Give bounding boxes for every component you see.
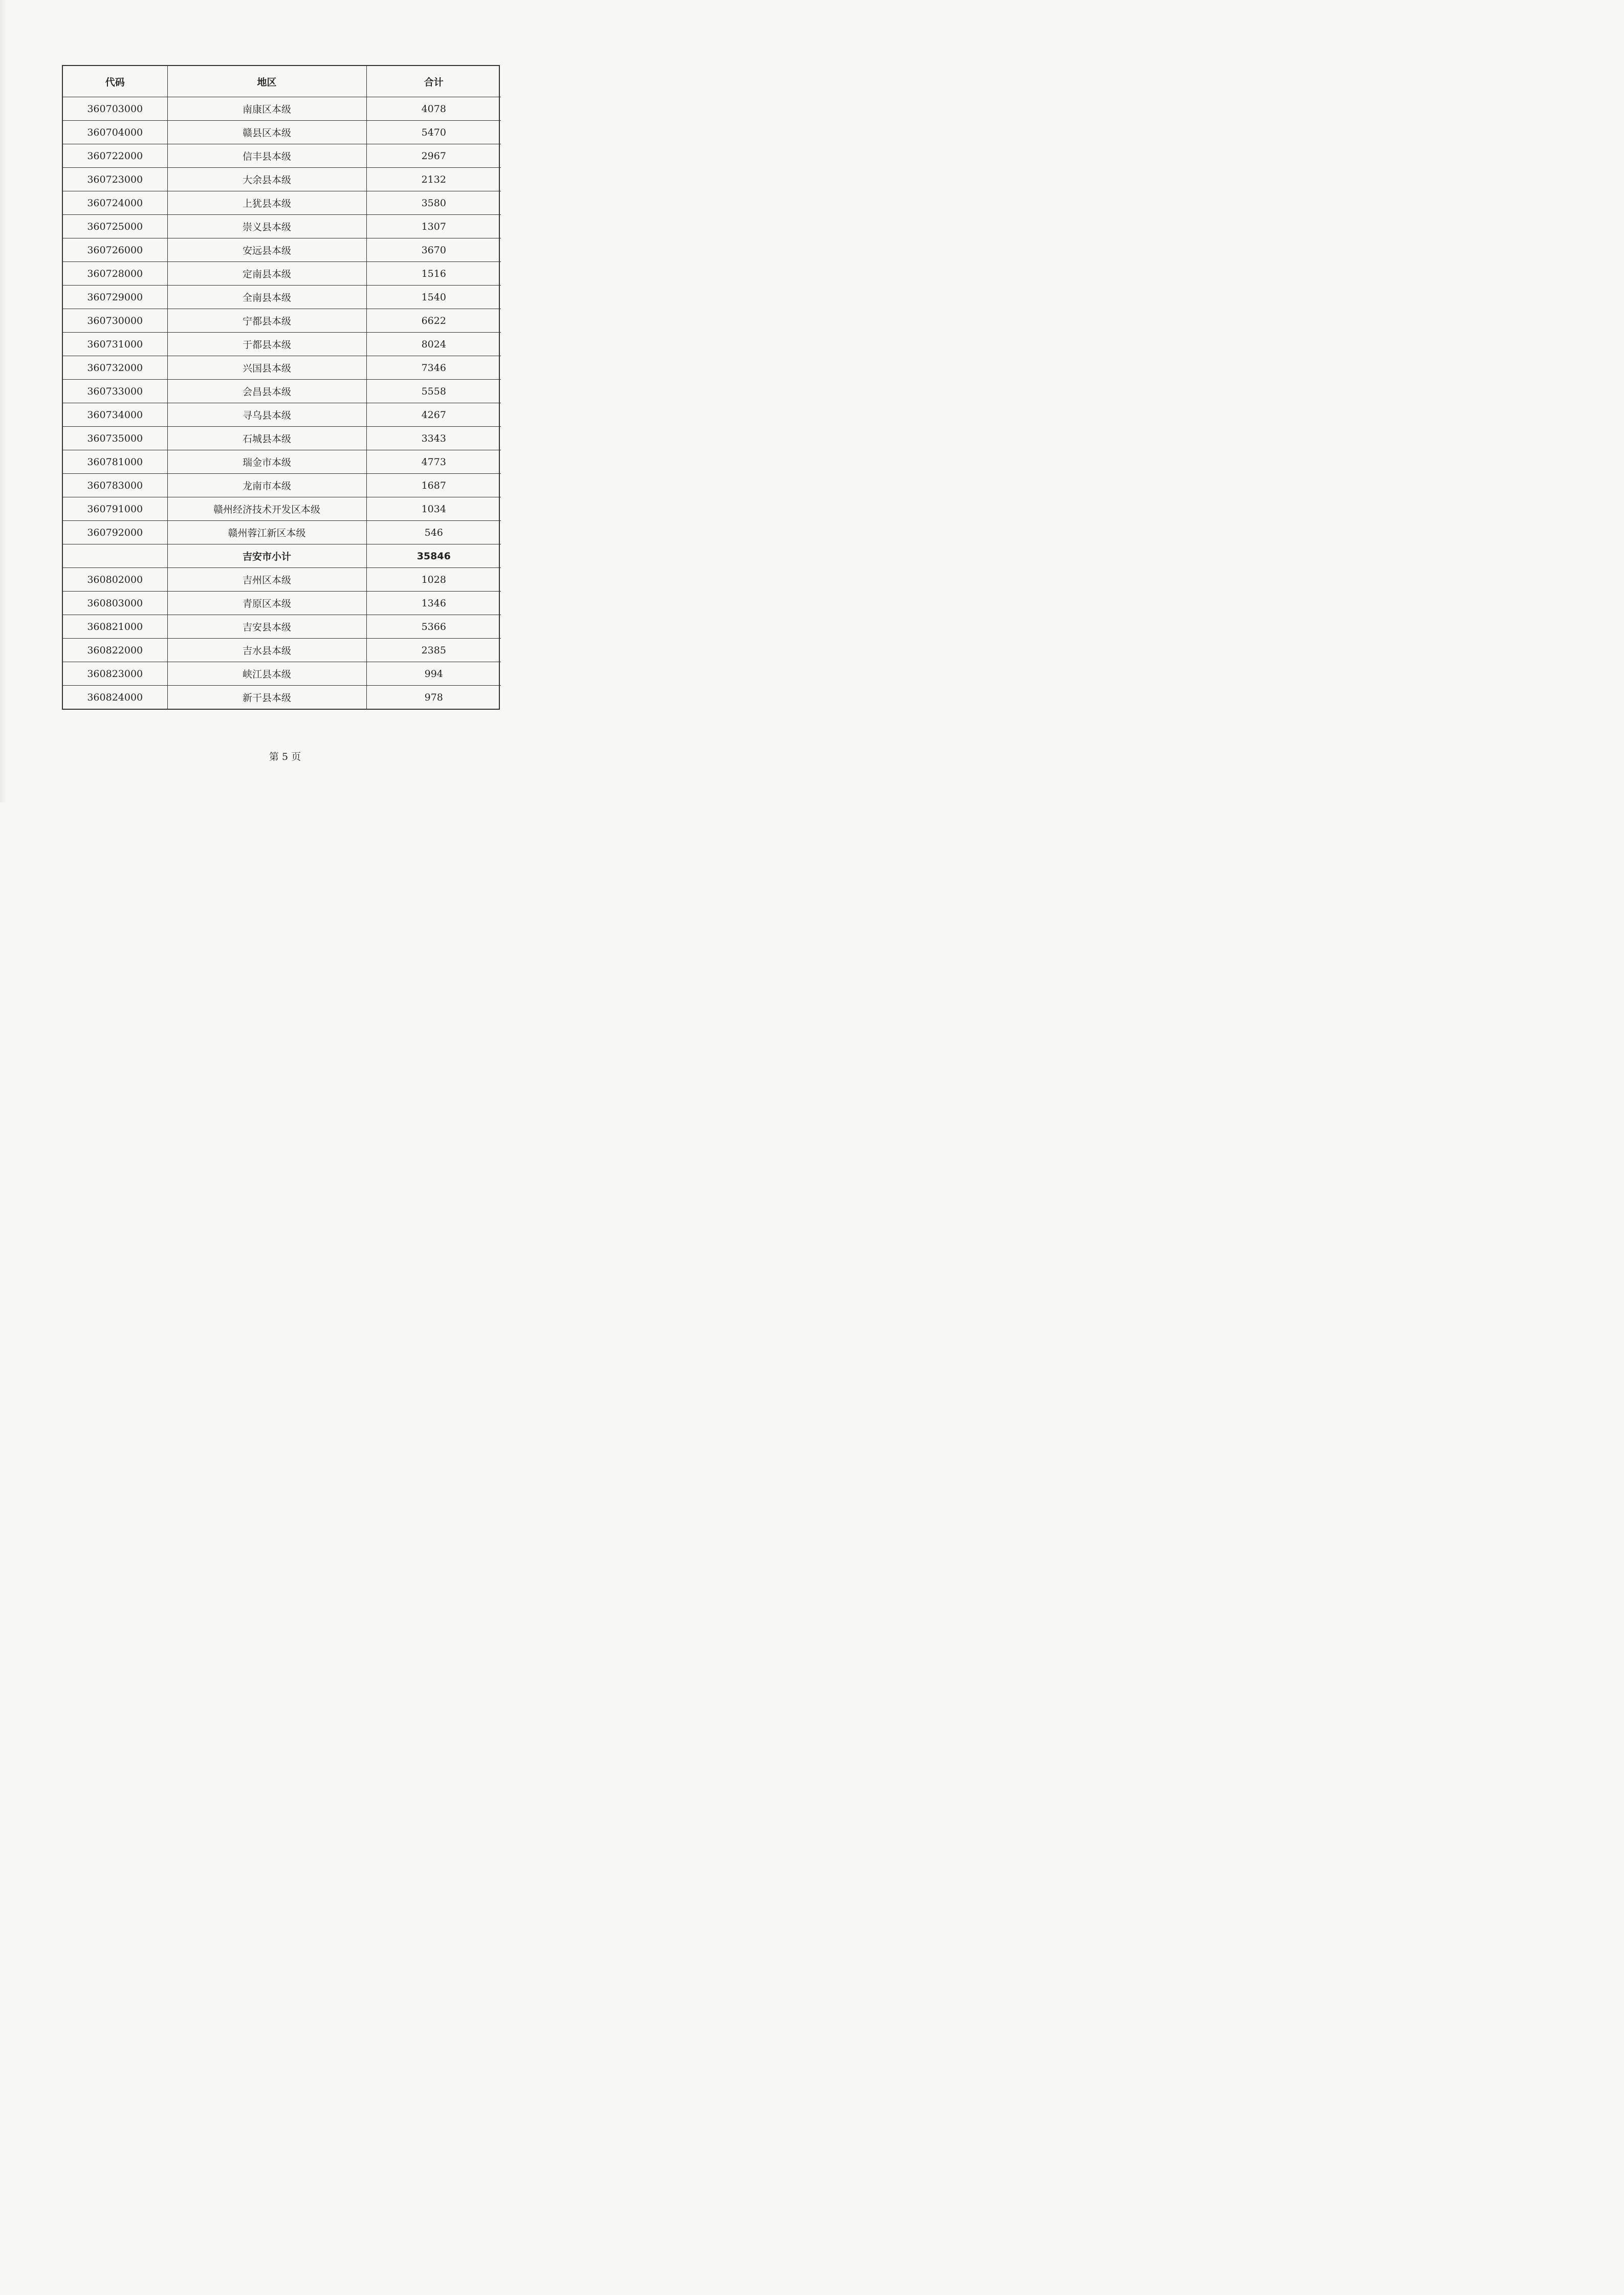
cell-region: 兴国县本级: [167, 356, 366, 380]
table-body: [63, 97, 501, 709]
table-row: [63, 639, 501, 662]
cell-total: 6622: [366, 309, 501, 333]
table-row: [63, 238, 501, 262]
cell-region: 赣州蓉江新区本级: [167, 521, 366, 544]
table-header-row: [63, 66, 501, 97]
scan-edge-shadow: [0, 0, 6, 802]
cell-total: 994: [366, 662, 501, 686]
cell-total: 3670: [366, 238, 501, 262]
cell-code: [63, 544, 167, 568]
cell-region: 全南县本级: [167, 286, 366, 309]
cell-region: 信丰县本级: [167, 144, 366, 168]
cell-total: 1028: [366, 568, 501, 592]
cell-region: 安远县本级: [167, 238, 366, 262]
cell-code: 360802000: [63, 568, 167, 592]
table-row: [63, 309, 501, 333]
cell-total: 978: [366, 686, 501, 709]
table-row: [63, 168, 501, 191]
cell-code: 360792000: [63, 521, 167, 544]
cell-total: 7346: [366, 356, 501, 380]
cell-code: 360821000: [63, 615, 167, 639]
header-region: 地区: [167, 66, 366, 97]
table-row: [63, 474, 501, 497]
table-row: [63, 286, 501, 309]
cell-total: 1307: [366, 215, 501, 238]
table-row: [63, 497, 501, 521]
cell-code: 360730000: [63, 309, 167, 333]
data-table: [63, 66, 501, 709]
cell-region: 赣州经济技术开发区本级: [167, 497, 366, 521]
cell-total: 1687: [366, 474, 501, 497]
header-total: 合计: [366, 66, 501, 97]
cell-code: 360728000: [63, 262, 167, 286]
cell-total: 3343: [366, 427, 501, 450]
cell-region: 瑞金市本级: [167, 450, 366, 474]
cell-region: 峡江县本级: [167, 662, 366, 686]
cell-code: 360824000: [63, 686, 167, 709]
cell-region: 南康区本级: [167, 97, 366, 121]
cell-total: 35846: [366, 544, 501, 568]
cell-total: 2967: [366, 144, 501, 168]
cell-total: 5558: [366, 380, 501, 403]
table-row: [63, 521, 501, 544]
cell-code: 360703000: [63, 97, 167, 121]
cell-code: 360725000: [63, 215, 167, 238]
cell-code: 360729000: [63, 286, 167, 309]
cell-code: 360791000: [63, 497, 167, 521]
cell-code: 360723000: [63, 168, 167, 191]
cell-code: 360733000: [63, 380, 167, 403]
cell-total: 5366: [366, 615, 501, 639]
table-row: [63, 380, 501, 403]
cell-code: 360803000: [63, 592, 167, 615]
cell-code: 360783000: [63, 474, 167, 497]
cell-region: 新干县本级: [167, 686, 366, 709]
cell-code: 360734000: [63, 403, 167, 427]
cell-total: 4267: [366, 403, 501, 427]
table-row: [63, 97, 501, 121]
table-row: [63, 686, 501, 709]
table-row: [63, 144, 501, 168]
table-row: [63, 403, 501, 427]
cell-region: 上犹县本级: [167, 191, 366, 215]
cell-region: 宁都县本级: [167, 309, 366, 333]
cell-region: 青原区本级: [167, 592, 366, 615]
cell-total: 5470: [366, 121, 501, 144]
cell-code: 360781000: [63, 450, 167, 474]
subtotal-row: [63, 544, 501, 568]
table-row: [63, 450, 501, 474]
page-number: 第 5 页: [269, 751, 301, 762]
cell-region: 吉安县本级: [167, 615, 366, 639]
cell-region: 会昌县本级: [167, 380, 366, 403]
table-row: [63, 568, 501, 592]
cell-total: 546: [366, 521, 501, 544]
table-row: [63, 427, 501, 450]
cell-code: 360722000: [63, 144, 167, 168]
table-row: [63, 333, 501, 356]
table-row: [63, 615, 501, 639]
cell-total: 2132: [366, 168, 501, 191]
cell-region: 龙南市本级: [167, 474, 366, 497]
data-table-container: [62, 65, 500, 710]
cell-total: 1540: [366, 286, 501, 309]
cell-total: 4773: [366, 450, 501, 474]
cell-code: 360724000: [63, 191, 167, 215]
cell-region: 吉安市小计: [167, 544, 366, 568]
cell-region: 吉州区本级: [167, 568, 366, 592]
table-row: [63, 215, 501, 238]
cell-total: 1516: [366, 262, 501, 286]
cell-total: 1034: [366, 497, 501, 521]
table-row: [63, 191, 501, 215]
table-row: [63, 262, 501, 286]
table-row: [63, 356, 501, 380]
cell-region: 定南县本级: [167, 262, 366, 286]
cell-code: 360732000: [63, 356, 167, 380]
table-row: [63, 121, 501, 144]
cell-region: 赣县区本级: [167, 121, 366, 144]
cell-total: 2385: [366, 639, 501, 662]
cell-code: 360823000: [63, 662, 167, 686]
table-row: [63, 592, 501, 615]
cell-region: 于都县本级: [167, 333, 366, 356]
cell-region: 寻乌县本级: [167, 403, 366, 427]
cell-region: 吉水县本级: [167, 639, 366, 662]
cell-code: 360822000: [63, 639, 167, 662]
cell-region: 大余县本级: [167, 168, 366, 191]
cell-region: 崇义县本级: [167, 215, 366, 238]
cell-total: 4078: [366, 97, 501, 121]
cell-code: 360731000: [63, 333, 167, 356]
cell-region: 石城县本级: [167, 427, 366, 450]
cell-total: 3580: [366, 191, 501, 215]
cell-code: 360726000: [63, 238, 167, 262]
cell-total: 1346: [366, 592, 501, 615]
cell-total: 8024: [366, 333, 501, 356]
cell-code: 360704000: [63, 121, 167, 144]
table-row: [63, 662, 501, 686]
cell-code: 360735000: [63, 427, 167, 450]
header-code: 代码: [63, 66, 167, 97]
